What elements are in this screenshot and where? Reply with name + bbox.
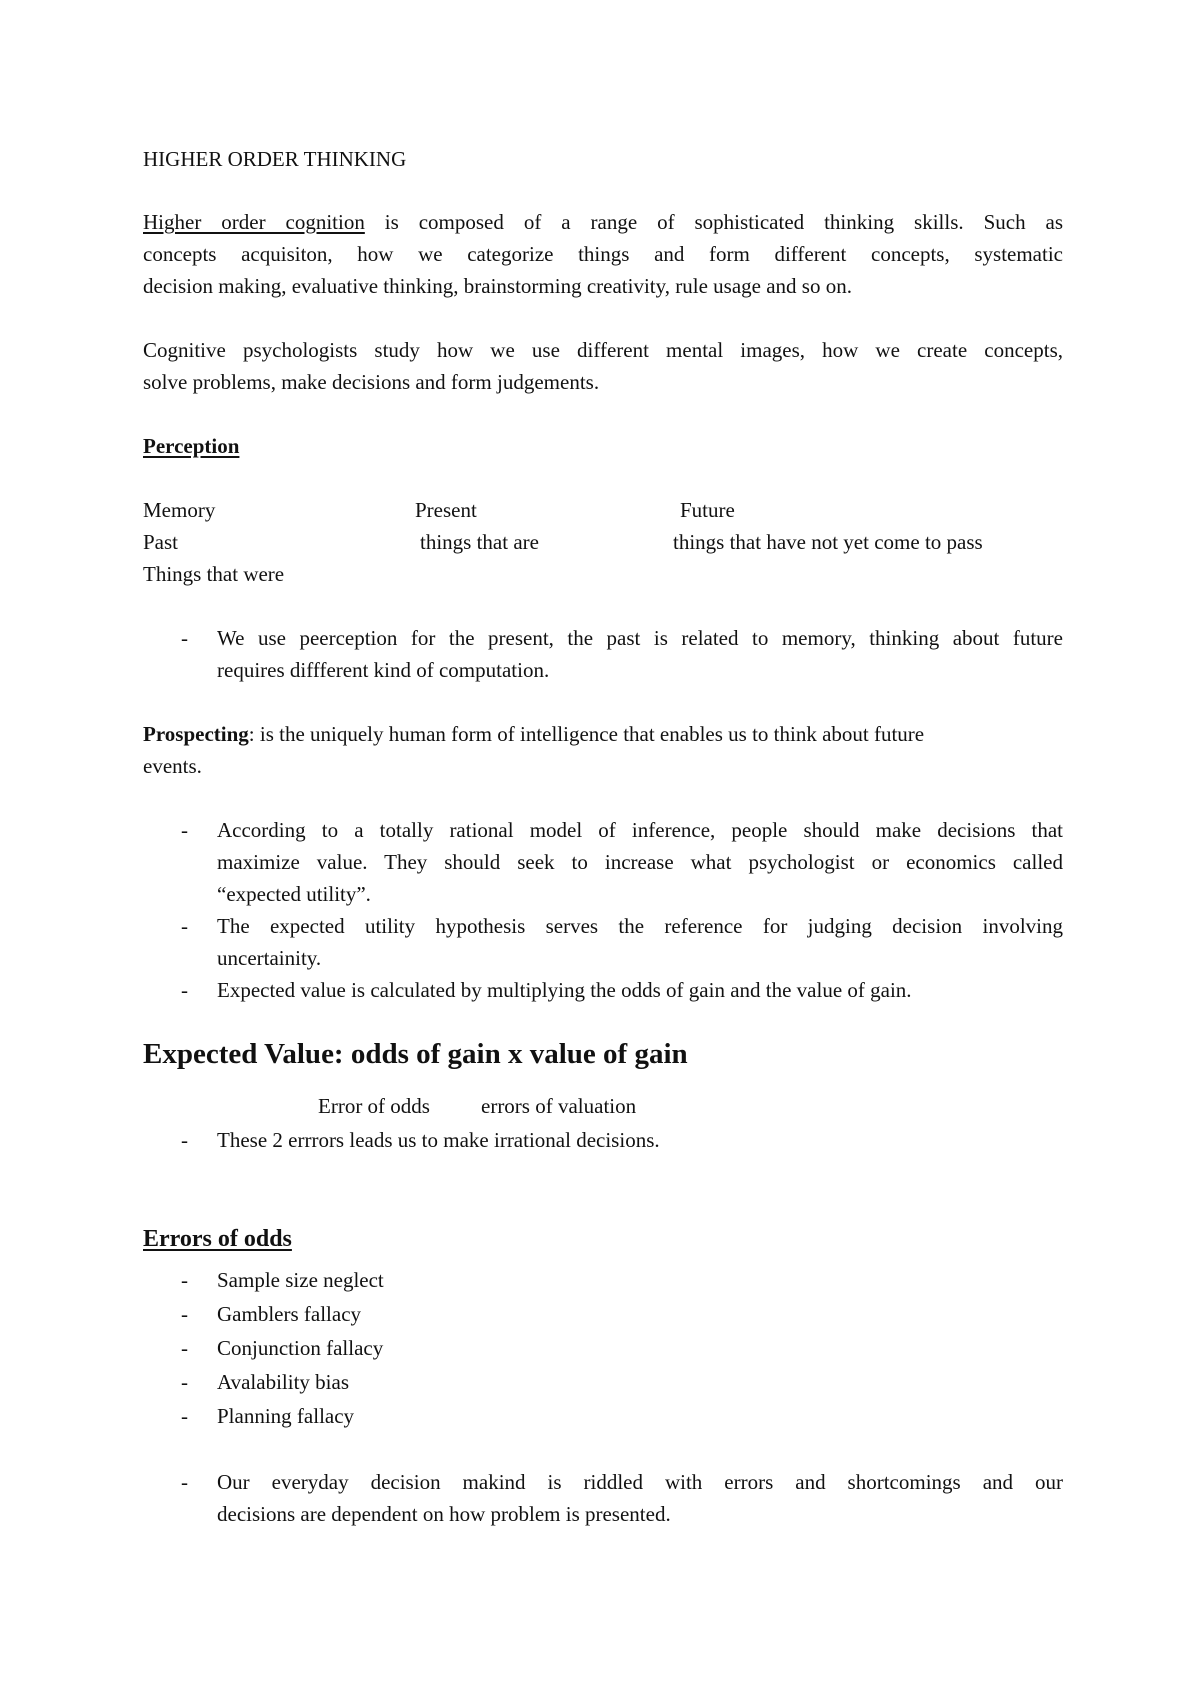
value-bullet-2-line-2: uncertainity. — [217, 946, 322, 970]
bullet-dash: - — [181, 626, 188, 650]
table-past: Past — [143, 530, 179, 554]
bullet-dash: - — [181, 1336, 188, 1360]
bullet-dash: - — [181, 1370, 188, 1394]
value-bullet-1-line-2: maximize value. They should seek to increase what psychologist or economics called — [217, 850, 1063, 874]
value-bullet-1-line-3: “expected utility”. — [217, 882, 371, 906]
cognitive-line-2: solve problems, make decisions and form judgements. — [143, 370, 600, 394]
table-things-that-were: Things that were — [143, 562, 285, 586]
bullet-dash: - — [181, 1470, 188, 1494]
table-future: Future — [680, 498, 735, 522]
bullet-dash: - — [181, 1128, 188, 1152]
intro-line-2: concepts acquisiton, how we categorize things and form different concepts, systematic — [143, 242, 1063, 266]
prospecting-line-2: events. — [143, 754, 202, 778]
list-item: Planning fallacy — [217, 1404, 355, 1428]
expected-value-heading: Expected Value: odds of gain x value of gain — [143, 1038, 688, 1070]
bullet-dash: - — [181, 914, 188, 938]
bullet-dash: - — [181, 1404, 188, 1428]
value-bullet-1-line-1: According to a totally rational model of inference, people should make decisions that — [217, 818, 1063, 842]
list-item: Avalability bias — [217, 1370, 349, 1394]
value-bullet-2-line-1: The expected utility hypothesis serves the reference for judging decision involving — [217, 914, 1063, 938]
table-present: Present — [415, 498, 477, 522]
final-bullet-line-2: decisions are dependent on how problem is presented. — [217, 1502, 671, 1526]
perception-bullet-line-1: We use peerception for the present, the past is related to memory, thinking about future — [217, 626, 1063, 650]
errors-bullet: These 2 errrors leads us to make irrational decisions. — [217, 1128, 660, 1152]
final-bullet-line-1: Our everyday decision makind is riddled with errors and shortcomings and our — [217, 1470, 1063, 1494]
prospecting-term: Prospecting — [143, 722, 249, 746]
bullet-dash: - — [181, 1268, 188, 1292]
higher-order-cognition-term: Higher order cognition — [143, 210, 365, 234]
error-of-odds-label: Error of odds — [318, 1094, 430, 1118]
page-title: HIGHER ORDER THINKING — [143, 147, 407, 171]
list-item: Conjunction fallacy — [217, 1336, 384, 1360]
intro-line-3: decision making, evaluative thinking, brainstorming creativity, rule usage and so on. — [143, 274, 852, 298]
intro-line-1: Higher order cognition is composed of a range of sophisticated thinking skills. Such as — [143, 210, 1064, 234]
errors-of-valuation-label: errors of valuation — [481, 1094, 637, 1118]
bullet-dash: - — [181, 1302, 188, 1326]
list-item: Gamblers fallacy — [217, 1302, 362, 1326]
perception-bullet-line-2: requires diffferent kind of computation. — [217, 658, 550, 682]
table-things-not-yet: things that have not yet come to pass — [673, 530, 983, 554]
prospecting-line-1: Prospecting: is the uniquely human form of intelligence that enables us to think about future — [143, 722, 925, 746]
cognitive-line-1: Cognitive psychologists study how we use different mental images, how we create concepts, — [143, 338, 1063, 362]
list-item: Sample size neglect — [217, 1268, 384, 1292]
perception-heading: Perception — [143, 434, 240, 458]
table-memory: Memory — [143, 498, 216, 522]
bullet-dash: - — [181, 818, 188, 842]
errors-of-odds-heading: Errors of odds — [143, 1226, 292, 1252]
bullet-dash: - — [181, 978, 188, 1002]
table-things-that-are: things that are — [420, 530, 539, 554]
value-bullet-3-line-1: Expected value is calculated by multiplying the odds of gain and the value of gain. — [217, 978, 912, 1002]
